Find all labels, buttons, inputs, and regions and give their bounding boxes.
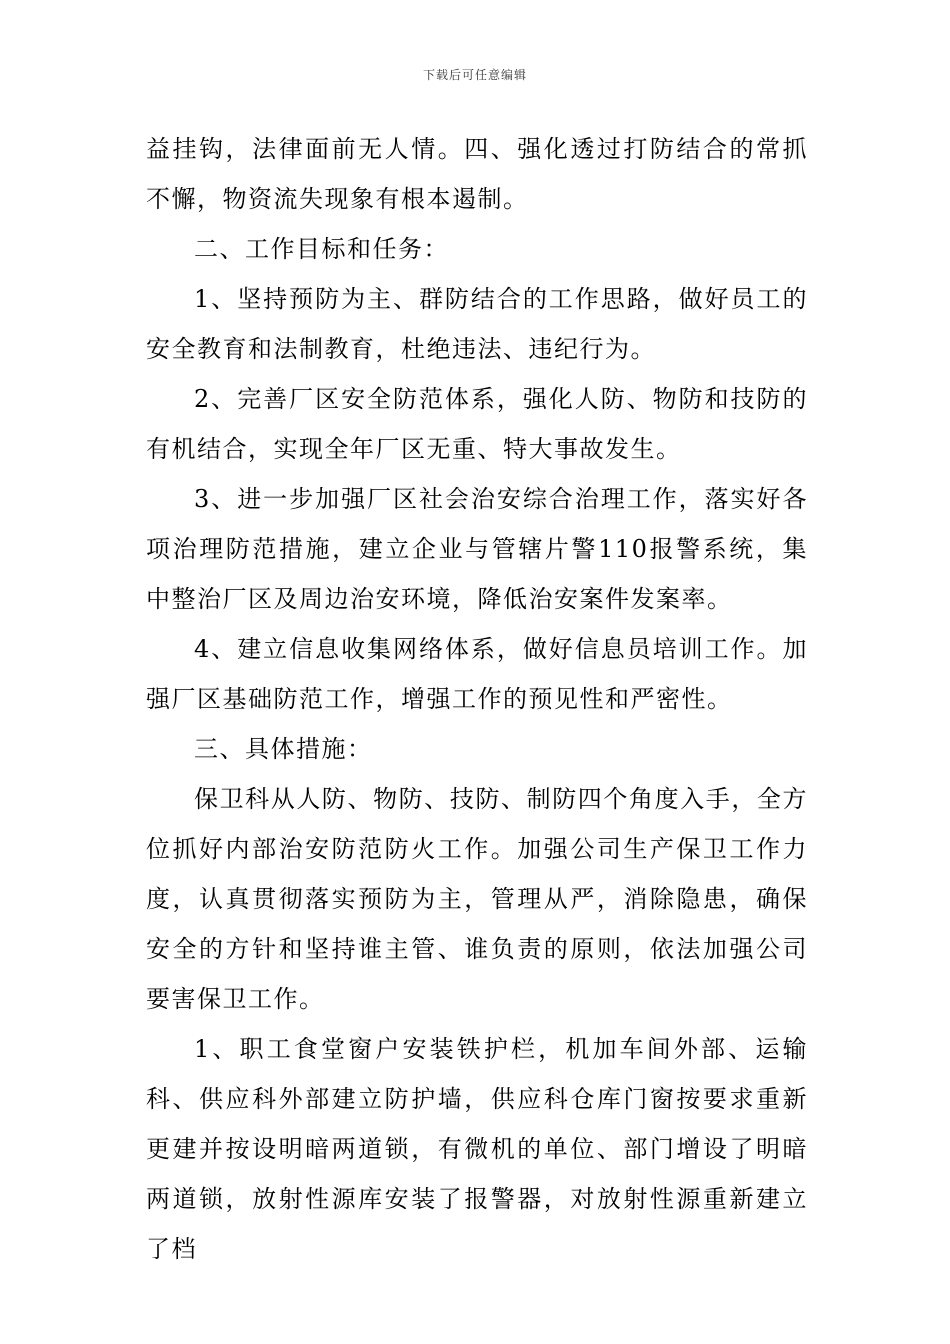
paragraph-goal-3: 3、进一步加强厂区社会治安综合治理工作，落实好各项治理防范措施，建立企业与管辖片警110报警系统，集中整治厂区及周边治安环境，降低治安案件发案率。: [146, 485, 808, 613]
paragraph-goal-4: 4、建立信息收集网络体系，做好信息员培训工作。加强厂区基础防范工作，增强工作的预见性和严密性。: [146, 635, 808, 713]
paragraph-measure-1: 1、职工食堂窗户安装铁护栏，机加车间外部、运输科、供应科外部建立防护墙，供应科仓库门窗按要求重新更建并按设明暗两道锁，有微机的单位、部门增设了明暗两道锁，放射性源库安装了报警器，对放射性源重新建立了档: [146, 1035, 808, 1263]
paragraph-measures-intro: 保卫科从人防、物防、技防、制防四个角度入手，全方位抓好内部治安防范防火工作。加强公司生产保卫工作力度，认真贯彻落实预防为主，管理从严，消除隐患，确保安全的方针和坚持谁主管、谁负责的原则，依法加强公司要害保卫工作。: [146, 785, 808, 1013]
document-body: [146, 124, 808, 1274]
section-heading-measures: 三、具体措施：: [194, 735, 373, 763]
paragraph-goal-1: 1、坚持预防为主、群防结合的工作思路，做好员工的安全教育和法制教育，杜绝违法、违纪行为。: [146, 285, 808, 363]
paragraph-1: 益挂钩，法律面前无人情。四、强化透过打防结合的常抓不懈，物资流失现象有根本遏制。: [146, 135, 808, 213]
section-heading-goals: 二、工作目标和任务：: [194, 235, 449, 263]
page-header: 下载后可任意编辑: [422, 68, 527, 82]
paragraph-goal-2: 2、完善厂区安全防范体系，强化人防、物防和技防的有机结合，实现全年厂区无重、特大事故发生。: [146, 385, 808, 463]
